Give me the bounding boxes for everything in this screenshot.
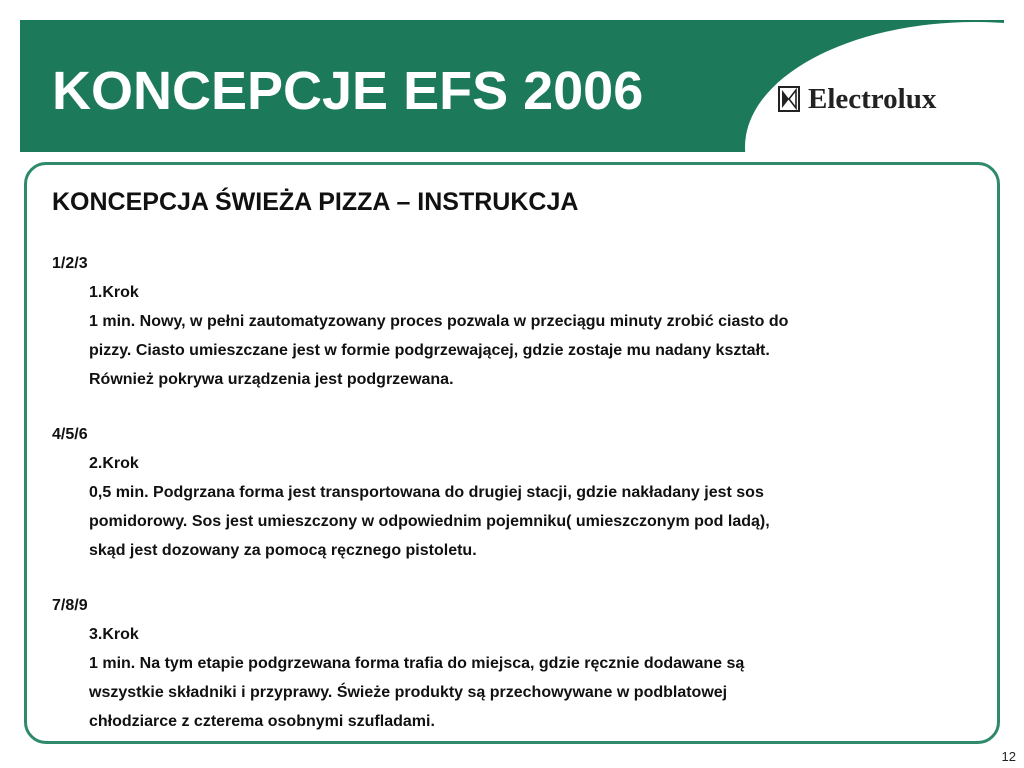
- page-number: 12: [1001, 749, 1016, 764]
- step-line: pomidorowy. Sos jest umieszczony w odpowiednim pojemniku( umieszczonym pod ladą),: [89, 513, 770, 530]
- step-body: [52, 620, 982, 736]
- step-label: 2.Krok: [89, 455, 139, 472]
- slide-title: KONCEPCJE EFS 2006: [52, 61, 644, 121]
- step-line: 1 min. Nowy, w pełni zautomatyzowany proces pozwala w przeciągu minuty zrobić ciasto do: [89, 313, 789, 330]
- step-line: skąd jest dozowany za pomocą ręcznego pistoletu.: [89, 542, 477, 559]
- slide-content: [52, 188, 982, 762]
- step-line: Również pokrywa urządzenia jest podgrzewana.: [89, 371, 454, 388]
- logo-text: Electrolux: [808, 82, 937, 115]
- electrolux-logo: [778, 82, 936, 116]
- electrolux-logo-icon: [778, 86, 800, 112]
- step-line: 0,5 min. Podgrzana forma jest transportowana do drugiej stacji, gdzie nakładany jest sos: [89, 484, 764, 501]
- section-heading: KONCEPCJA ŚWIEŻA PIZZA – INSTRUKCJA: [52, 188, 579, 216]
- step-range: 4/5/6: [52, 426, 88, 443]
- step-body: [52, 449, 982, 565]
- step-line: chłodziarce z czterema osobnymi szufladami.: [89, 713, 435, 730]
- step-label: 1.Krok: [89, 284, 139, 301]
- step-group: [52, 591, 982, 736]
- step-line: 1 min. Na tym etapie podgrzewana forma trafia do miejsca, gdzie ręcznie dodawane są: [89, 655, 745, 672]
- step-group: [52, 249, 982, 394]
- step-line: pizzy. Ciasto umieszczane jest w formie podgrzewającej, gdzie zostaje mu nadany kształt.: [89, 342, 770, 359]
- step-body: [52, 278, 982, 394]
- step-range: 1/2/3: [52, 255, 88, 272]
- step-range: 7/8/9: [52, 597, 88, 614]
- step-line: wszystkie składniki i przyprawy. Świeże produkty są przechowywane w podblatowej: [89, 684, 728, 701]
- step-label: 3.Krok: [89, 626, 139, 643]
- step-group: [52, 420, 982, 565]
